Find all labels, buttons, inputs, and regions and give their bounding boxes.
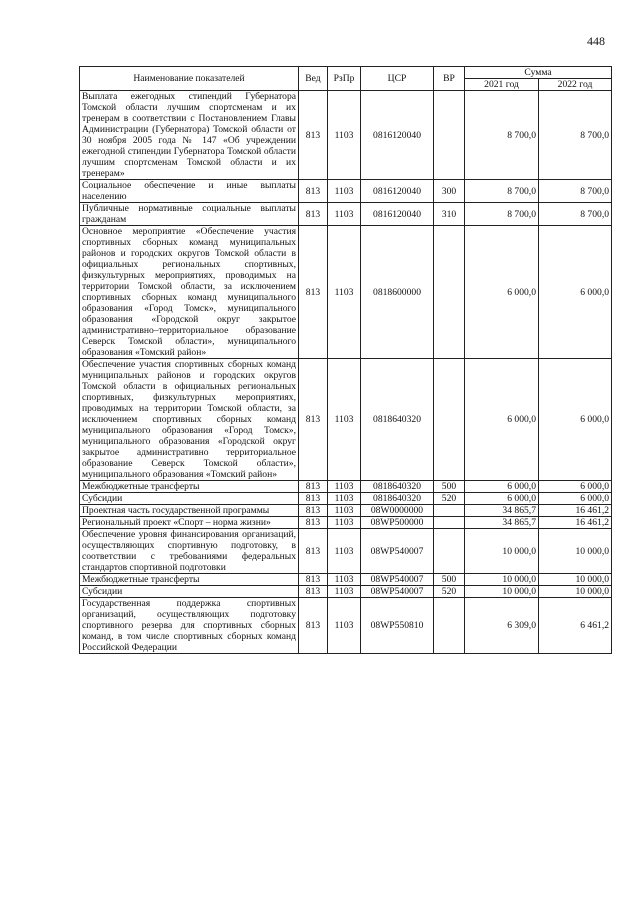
row-ved: 813 <box>299 91 328 180</box>
header-sum: Сумма <box>465 67 612 79</box>
row-rzpr: 1103 <box>328 574 361 586</box>
row-rzpr: 1103 <box>328 505 361 517</box>
row-csr: 08WP500000 <box>361 517 434 529</box>
row-sum-2022: 16 461,2 <box>539 505 612 517</box>
row-ved: 813 <box>299 493 328 505</box>
row-csr: 08WP550810 <box>361 598 434 654</box>
row-sum-2021: 6 000,0 <box>465 493 539 505</box>
row-sum-2021: 6 000,0 <box>465 481 539 493</box>
row-csr: 08WP540007 <box>361 529 434 574</box>
row-csr: 0818640320 <box>361 493 434 505</box>
row-sum-2021: 6 000,0 <box>465 359 539 481</box>
table-row <box>80 226 612 359</box>
row-csr: 0816120040 <box>361 91 434 180</box>
row-ved: 813 <box>299 180 328 203</box>
row-name: Публичные нормативные социальные выплаты гражданам <box>80 203 299 226</box>
header-year-2021: 2021 год <box>465 79 539 91</box>
row-name: Субсидии <box>80 586 299 598</box>
table-row <box>80 481 612 493</box>
row-sum-2021: 10 000,0 <box>465 529 539 574</box>
row-rzpr: 1103 <box>328 91 361 180</box>
table-body <box>80 91 612 654</box>
row-sum-2021: 8 700,0 <box>465 180 539 203</box>
row-rzpr: 1103 <box>328 180 361 203</box>
row-csr: 0816120040 <box>361 180 434 203</box>
row-vr: 300 <box>434 180 465 203</box>
row-rzpr: 1103 <box>328 493 361 505</box>
header-rzpr: РзПр <box>328 67 361 91</box>
row-sum-2022: 6 000,0 <box>539 493 612 505</box>
table-row <box>80 91 612 180</box>
row-csr: 0818640320 <box>361 481 434 493</box>
row-sum-2022: 6 461,2 <box>539 598 612 654</box>
table-row <box>80 505 612 517</box>
header-row <box>80 67 612 79</box>
header-csr: ЦСР <box>361 67 434 91</box>
row-rzpr: 1103 <box>328 598 361 654</box>
table-row <box>80 203 612 226</box>
row-name: Межбюджетные трансферты <box>80 481 299 493</box>
row-ved: 813 <box>299 529 328 574</box>
table-row <box>80 180 612 203</box>
table-row <box>80 517 612 529</box>
row-sum-2021: 34 865,7 <box>465 517 539 529</box>
row-sum-2022: 6 000,0 <box>539 359 612 481</box>
row-vr: 310 <box>434 203 465 226</box>
row-rzpr: 1103 <box>328 481 361 493</box>
row-name: Обеспечение участия спортивных сборных команд муниципальных районов и городских округов Томской области в официальных региональных спортивных, физкультурных мероприятиях, проводимых на территории Томской области, за исключением спортивных сборных команд муниципального образования «Город Томск», муниципального образования «Городской округ закрытое административно территориальное образование Северск Томской области», муниципального образования «Томский район» <box>80 359 299 481</box>
row-vr <box>434 517 465 529</box>
row-vr <box>434 598 465 654</box>
table-row <box>80 529 612 574</box>
row-name: Социальное обеспечение и иные выплаты населению <box>80 180 299 203</box>
table-row <box>80 586 612 598</box>
row-vr <box>434 359 465 481</box>
row-sum-2021: 8 700,0 <box>465 203 539 226</box>
row-vr: 500 <box>434 574 465 586</box>
table-row <box>80 598 612 654</box>
row-name: Обеспечение уровня финансирования организаций, осуществляющих спортивную подготовку, в соответствии с требованиями федеральных стандартов спортивной подготовки <box>80 529 299 574</box>
row-vr: 520 <box>434 586 465 598</box>
row-sum-2022: 10 000,0 <box>539 586 612 598</box>
row-sum-2021: 6 309,0 <box>465 598 539 654</box>
row-sum-2022: 8 700,0 <box>539 91 612 180</box>
header-year-2022: 2022 год <box>539 79 612 91</box>
row-csr: 0818600000 <box>361 226 434 359</box>
row-name: Государственная поддержка спортивных организаций, осуществляющих подготовку спортивного резерва для спортивных сборных команд, в том числе спортивных сборных команд Российской Федерации <box>80 598 299 654</box>
row-rzpr: 1103 <box>328 359 361 481</box>
page-number: 448 <box>587 34 605 48</box>
row-name: Региональный проект «Спорт – норма жизни» <box>80 517 299 529</box>
row-vr <box>434 529 465 574</box>
table-row <box>80 574 612 586</box>
row-vr <box>434 505 465 517</box>
row-sum-2022: 8 700,0 <box>539 180 612 203</box>
row-sum-2021: 34 865,7 <box>465 505 539 517</box>
row-sum-2022: 6 000,0 <box>539 481 612 493</box>
row-vr <box>434 226 465 359</box>
row-sum-2022: 8 700,0 <box>539 203 612 226</box>
row-csr: 08WP540007 <box>361 574 434 586</box>
row-name: Основное мероприятие «Обеспечение участия спортивных сборных команд муниципальных районов и городских округов Томской области в официальных региональных спортивных, физкультурных мероприятиях, проводимых на территории Томской области, за исключением спортивных сборных команд муниципального образования «Город Томск», муниципального образования «Городской округ закрытое административно–территориальное образование Северск Томской области», муниципального образования «Томский район» <box>80 226 299 359</box>
row-csr: 08W0000000 <box>361 505 434 517</box>
row-name: Субсидии <box>80 493 299 505</box>
budget-table <box>79 66 612 654</box>
row-rzpr: 1103 <box>328 226 361 359</box>
header-ved: Вед <box>299 67 328 91</box>
row-sum-2022: 16 461,2 <box>539 517 612 529</box>
header-name: Наименование показателей <box>80 67 299 91</box>
row-csr: 0816120040 <box>361 203 434 226</box>
row-ved: 813 <box>299 505 328 517</box>
row-sum-2021: 10 000,0 <box>465 586 539 598</box>
row-ved: 813 <box>299 359 328 481</box>
row-sum-2022: 10 000,0 <box>539 529 612 574</box>
row-ved: 813 <box>299 203 328 226</box>
row-sum-2022: 6 000,0 <box>539 226 612 359</box>
row-ved: 813 <box>299 598 328 654</box>
row-ved: 813 <box>299 481 328 493</box>
row-ved: 813 <box>299 586 328 598</box>
table-row <box>80 359 612 481</box>
row-csr: 08WP540007 <box>361 586 434 598</box>
row-rzpr: 1103 <box>328 517 361 529</box>
row-ved: 813 <box>299 574 328 586</box>
table-row <box>80 493 612 505</box>
row-ved: 813 <box>299 226 328 359</box>
row-sum-2021: 6 000,0 <box>465 226 539 359</box>
row-rzpr: 1103 <box>328 203 361 226</box>
row-name: Проектная часть государственной программы <box>80 505 299 517</box>
row-rzpr: 1103 <box>328 586 361 598</box>
row-vr: 500 <box>434 481 465 493</box>
row-sum-2022: 10 000,0 <box>539 574 612 586</box>
header-vr: ВР <box>434 67 465 91</box>
row-sum-2021: 8 700,0 <box>465 91 539 180</box>
row-name: Выплата ежегодных стипендий Губернатора Томской области лучшим спортсменам и их тренерам в соответствии с Постановлением Главы Администрации (Губернатора) Томской области от 30 ноября 2005 года № 147 «Об учреждении ежегодной стипендии Губернатора Томской области лучшим спортсменам Томской области и их тренерам» <box>80 91 299 180</box>
row-vr <box>434 91 465 180</box>
row-vr: 520 <box>434 493 465 505</box>
row-sum-2021: 10 000,0 <box>465 574 539 586</box>
row-csr: 0818640320 <box>361 359 434 481</box>
row-rzpr: 1103 <box>328 529 361 574</box>
row-name: Межбюджетные трансферты <box>80 574 299 586</box>
row-ved: 813 <box>299 517 328 529</box>
